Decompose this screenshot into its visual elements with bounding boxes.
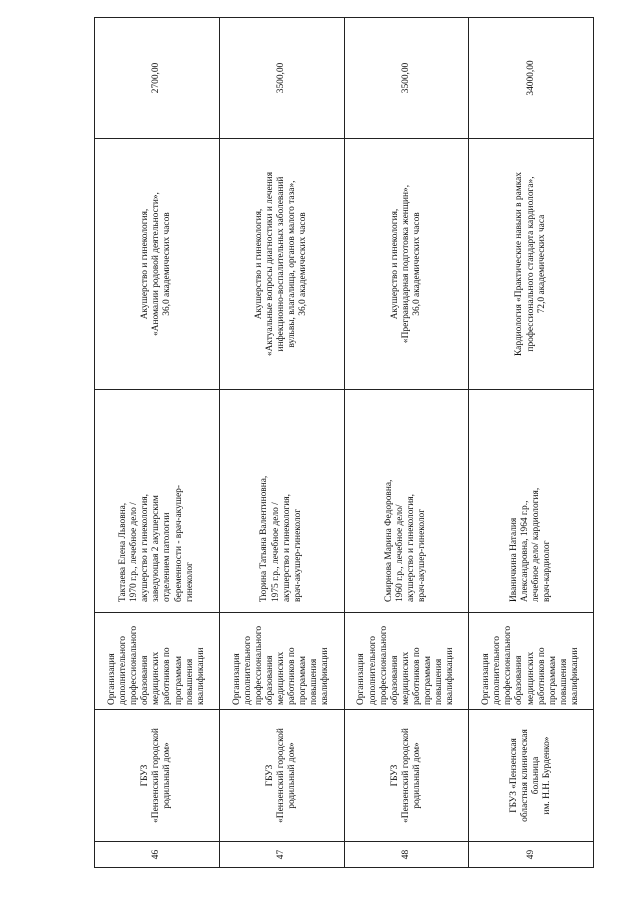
organization-cell: ГБУЗ «Пензенский городской родильный дом» <box>264 728 298 823</box>
table-row <box>344 18 469 868</box>
activity-class-cell: Организация дополнительного профессионального образования медицинских работников по программам повышения квалификации <box>231 625 331 705</box>
row-number: 47 <box>219 842 344 868</box>
row-number: 48 <box>344 842 469 868</box>
rotated-table-sheet <box>94 18 594 868</box>
training-costs-table <box>94 17 594 868</box>
course-cell: Акушерство и гинекология, «Актуальные вопросы диагностики и лечения инфекционно-воспалительных заболеваний вульвы, влагалища, органов малого таза», 36,0 академических часов <box>253 171 309 357</box>
employee-cell: Смирнова Марина Федоровна, 1960 г.р., лечебное дело/ акушерство и гинекология, врач-акушер-гинеколог <box>384 479 428 602</box>
organization-cell: ГБУЗ «Пензенский городской родильный дом» <box>140 728 173 823</box>
table-row <box>469 18 594 868</box>
employee-cell: Тюрина Татьяна Валентиновна, 1975 г.р., лечебное дело / акушерство и гинекология, врач-акушер-гинеколог <box>259 475 303 602</box>
activity-class-cell: Организация дополнительного профессионального образования медицинских работников по программам повышения квалификации <box>356 625 456 705</box>
cost-cell: 34000,00 <box>469 18 594 139</box>
activity-class-cell: Организация дополнительного профессионального образования медицинских работников по программам повышения квалификации <box>106 625 206 705</box>
organization-cell: ГБУЗ «Пензенский городской родильный дом» <box>389 728 422 823</box>
activity-class-cell: Организация дополнительного профессионального образования медицинских работников по программам повышения квалификации <box>481 625 580 705</box>
organization-cell: ГБУЗ «Пензенская областная клиническая больница им. Н.Н. Бурденко» <box>508 729 553 822</box>
table-row <box>95 18 220 868</box>
cost-cell: 3500,00 <box>219 18 344 139</box>
course-cell: Кардиология «Практические навыки в рамках профессионального стандарта кардиолога», 72,0 академических часа <box>514 172 547 356</box>
row-number: 46 <box>95 842 220 868</box>
employee-cell: Тактаева Елена Львовна, 1970 г.р., лечебное дело / акушерство и гинекология, заведующая 2 акушерским отделением патологии беременности - врач-акушер- гинеколог <box>118 485 195 602</box>
table-row <box>219 18 344 868</box>
cost-cell: 2700,00 <box>95 18 220 139</box>
course-cell: Акушерство и гинекология, «Аномалии родовой деятельности», 36,0 академических часов <box>140 192 173 336</box>
course-cell: Акушерство и гинекология, «Прегравидарная подготовка женщин», 36,0 академических часов <box>389 184 422 344</box>
cost-cell: 3500,00 <box>344 18 469 139</box>
row-number: 49 <box>469 842 594 868</box>
employee-cell: Иваничкина Наталия Александровна, 1964 г.р., лечебное дело/ кардиология, врач-кардиолог <box>508 487 553 602</box>
